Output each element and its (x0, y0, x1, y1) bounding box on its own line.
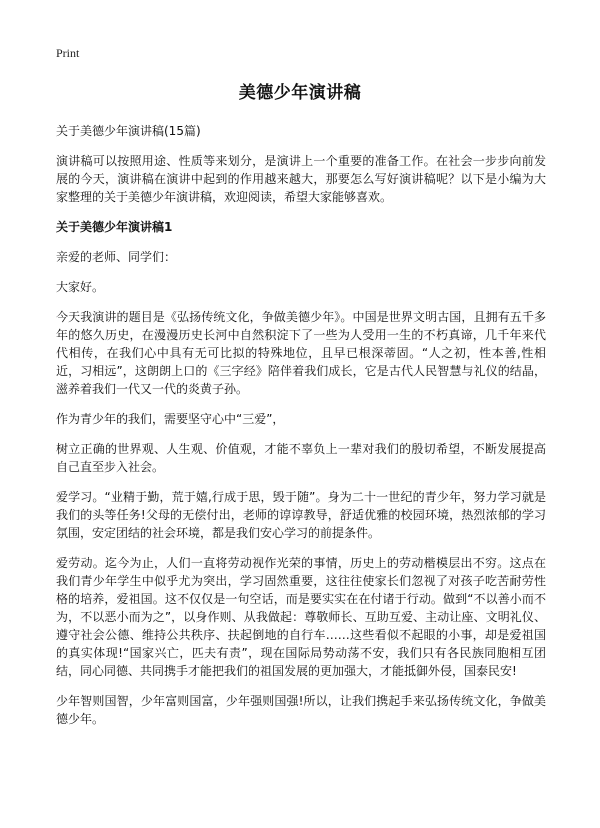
article-subtitle: 关于美德少年演讲稿(15篇) (56, 124, 201, 138)
page-title: 美德少年演讲稿 (238, 83, 362, 103)
paragraph-topic: 今天我演讲的题目是《弘扬传统文化，争做美德少年》。中国是世界文明古国，且拥有五千多年的悠久历史，在漫漫历史长河中自然积淀下了一些为人受用一生的不朽真谛，几千年来代代相传，在我们心中具有无可比拟的特殊地位，且早已根深蒂固。“人之初，性本善,性相近，习相远”，这朗朗上口的《三字经》陪伴着我们成长，它是古代人民智慧与礼仪的结晶，滋养着我们一代又一代的炎黄子孙。 (56, 310, 546, 396)
paragraph-three-loves: 作为青少年的我们，需要坚守心中“三爱”， (56, 412, 285, 426)
paragraph-love-study: 爱学习。“业精于勤，荒于嬉,行成于思，毁于随”。身为二十一世纪的青少年，努力学习就是我们的头等任务!父母的无偿付出，老师的谆谆教导，舒适优雅的校园环境，热烈浓郁的学习氛围，安定团结的社会环境，都是我们安心学习的前提条件。 (56, 490, 546, 540)
print-link[interactable]: Print (56, 46, 80, 60)
paragraph-conclusion: 少年智则国智，少年富则国富，少年强则国强!所以，让我们携起手来弘扬传统文化，争做美德少年。 (56, 694, 546, 726)
article-body (56, 122, 546, 740)
paragraph-worldview: 树立正确的世界观、人生观、价值观，才能不辜负上一辈对我们的殷切希望，不断发展提高自己直至步入社会。 (56, 442, 546, 474)
intro-paragraph: 演讲稿可以按照用途、性质等来划分，是演讲上一个重要的准备工作。在社会一步步向前发展的今天，演讲稿在演讲中起到的作用越来越大，那要怎么写好演讲稿呢？以下是小编为大家整理的关于美德少年演讲稿，欢迎阅读，希望大家能够喜欢。 (56, 154, 546, 204)
paragraph-greeting: 亲爱的老师、同学们： (56, 250, 177, 264)
paragraph-love-labor: 爱劳动。迄今为止，人们一直将劳动视作光荣的事情，历史上的劳动楷模层出不穷。这点在我们青少年学生中似乎尤为突出，学习固然重要，这往往使家长们忽视了对孩子吃苦耐劳性格的培养，爱祖国。这不仅仅是一句空话，而是要实实在在付诸于行动。做到“不以善小而不为，不以恶小而为之”，以身作则、从我做起：尊敬师长、互助互爱、主动让座、文明礼仪、遵守社会公德、维持公共秩序、扶起倒地的自行车……这些看似不起眼的小事，却是爱祖国的真实体现!“国家兴亡，匹夫有责”，现在国际局势动荡不安，我们只有各民族同胞相互团结，同心同德、共同携手才能把我们的祖国发展的更加强大，才能抵御外侵，国泰民安! (56, 556, 546, 678)
paragraph-hello: 大家好。 (56, 280, 105, 294)
section-heading: 关于美德少年演讲稿1 (56, 220, 173, 234)
